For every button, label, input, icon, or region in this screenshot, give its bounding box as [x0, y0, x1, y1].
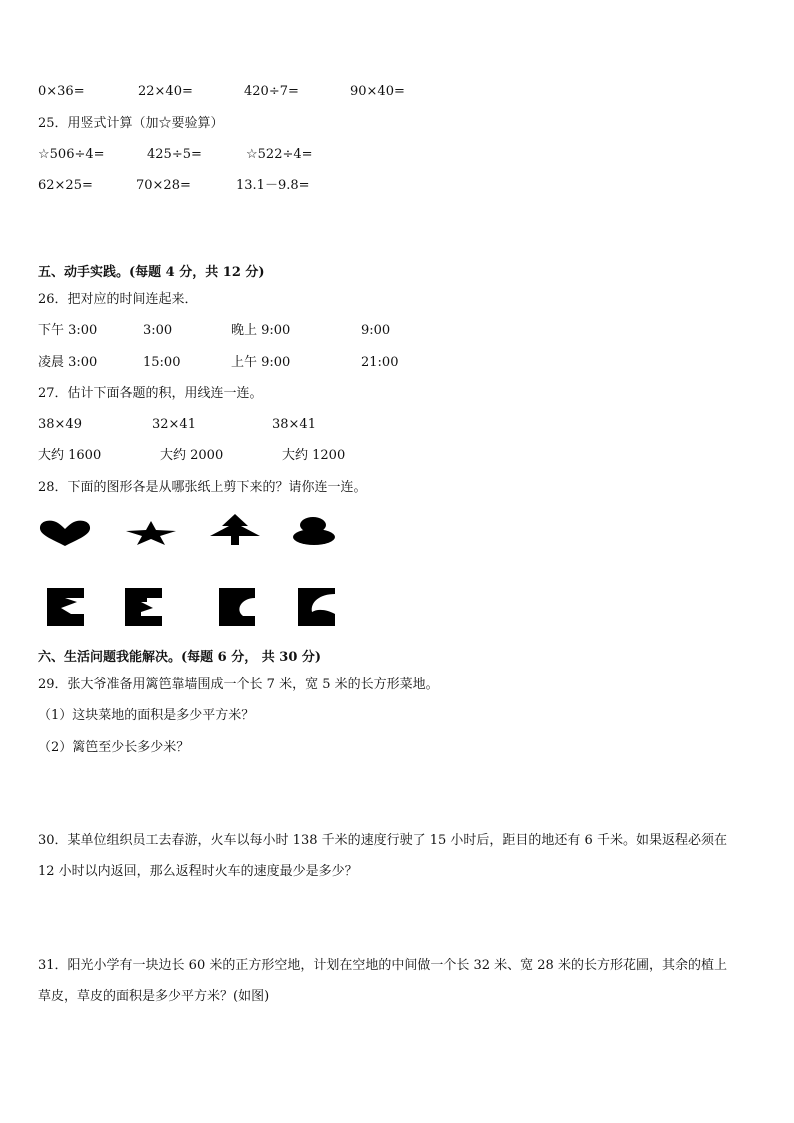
question-25-title: 25．用竖式计算（加☆要验算） [38, 116, 224, 131]
question-29-sub2: （2）篱笆至少长多少米？ [38, 740, 190, 755]
estimate-item: 大约 1600 [38, 448, 102, 463]
product-item: 32×41 [152, 417, 196, 432]
arith-item: 90×40= [350, 84, 405, 99]
time-item: 9:00 [361, 323, 391, 338]
estimate-item: 大约 2000 [160, 448, 224, 463]
arith-item: 420÷7= [244, 84, 299, 99]
estimate-item: 大约 1200 [282, 448, 346, 463]
time-item: 晚上 9:00 [231, 323, 291, 338]
section-6-title: 六、生活问题我能解决。(每题 6 分， 共 30 分) [38, 650, 322, 665]
time-item: 下午 3:00 [38, 323, 98, 338]
arith-item: 0×36= [38, 84, 85, 99]
question-27-title: 27．估计下面各题的积，用线连一连。 [38, 386, 263, 401]
mushroom-icon [291, 516, 337, 546]
time-item: 15:00 [143, 355, 181, 370]
calc-item: 70×28= [136, 178, 191, 193]
time-item: 21:00 [361, 355, 399, 370]
question-28-title: 28．下面的图形各是从哪张纸上剪下来的？请你连一连。 [38, 480, 367, 495]
time-item: 上午 9:00 [231, 355, 291, 370]
paper-triangle-notch-icon [47, 588, 84, 626]
star-icon [125, 520, 177, 546]
question-26-title: 26．把对应的时间连起来． [38, 292, 198, 307]
paper-step-notch-icon [125, 588, 162, 626]
question-31-line2: 草皮，草皮的面积是多少平方米？(如图) [38, 989, 270, 1004]
product-item: 38×41 [272, 417, 316, 432]
product-item: 38×49 [38, 417, 82, 432]
time-item: 3:00 [143, 323, 173, 338]
calc-item: ☆522÷4= [246, 147, 313, 162]
question-29-sub1: （1）这块菜地的面积是多少平方米？ [38, 708, 255, 723]
calc-item: 62×25= [38, 178, 93, 193]
question-31-line1: 31．阳光小学有一块边长 60 米的正方形空地，计划在空地的中间做一个长 32 米、宽 28 米的长方形花圃，其余的植上 [38, 958, 727, 973]
arith-item: 22×40= [138, 84, 193, 99]
calc-item: ☆506÷4= [38, 147, 105, 162]
heart-icon [38, 519, 92, 547]
question-29-title: 29．张大爷准备用篱笆靠墙围成一个长 7 米，宽 5 米的长方形菜地。 [38, 677, 439, 692]
paper-arc-notch-icon [298, 588, 335, 626]
question-30-line2: 12 小时以内返回，那么返程时火车的速度最少是多少？ [38, 864, 358, 879]
time-item: 凌晨 3:00 [38, 355, 98, 370]
paper-half-circle-notch-icon [219, 588, 255, 626]
tree-icon [208, 514, 262, 546]
question-30-line1: 30．某单位组织员工去春游，火车以每小时 138 千米的速度行驶了 15 小时后，距目的地还有 6 千米。如果返程必须在 [38, 833, 727, 848]
section-5-title: 五、动手实践。(每题 4 分，共 12 分) [38, 265, 265, 280]
calc-item: 13.1－9.8= [236, 178, 310, 193]
calc-item: 425÷5= [147, 147, 202, 162]
